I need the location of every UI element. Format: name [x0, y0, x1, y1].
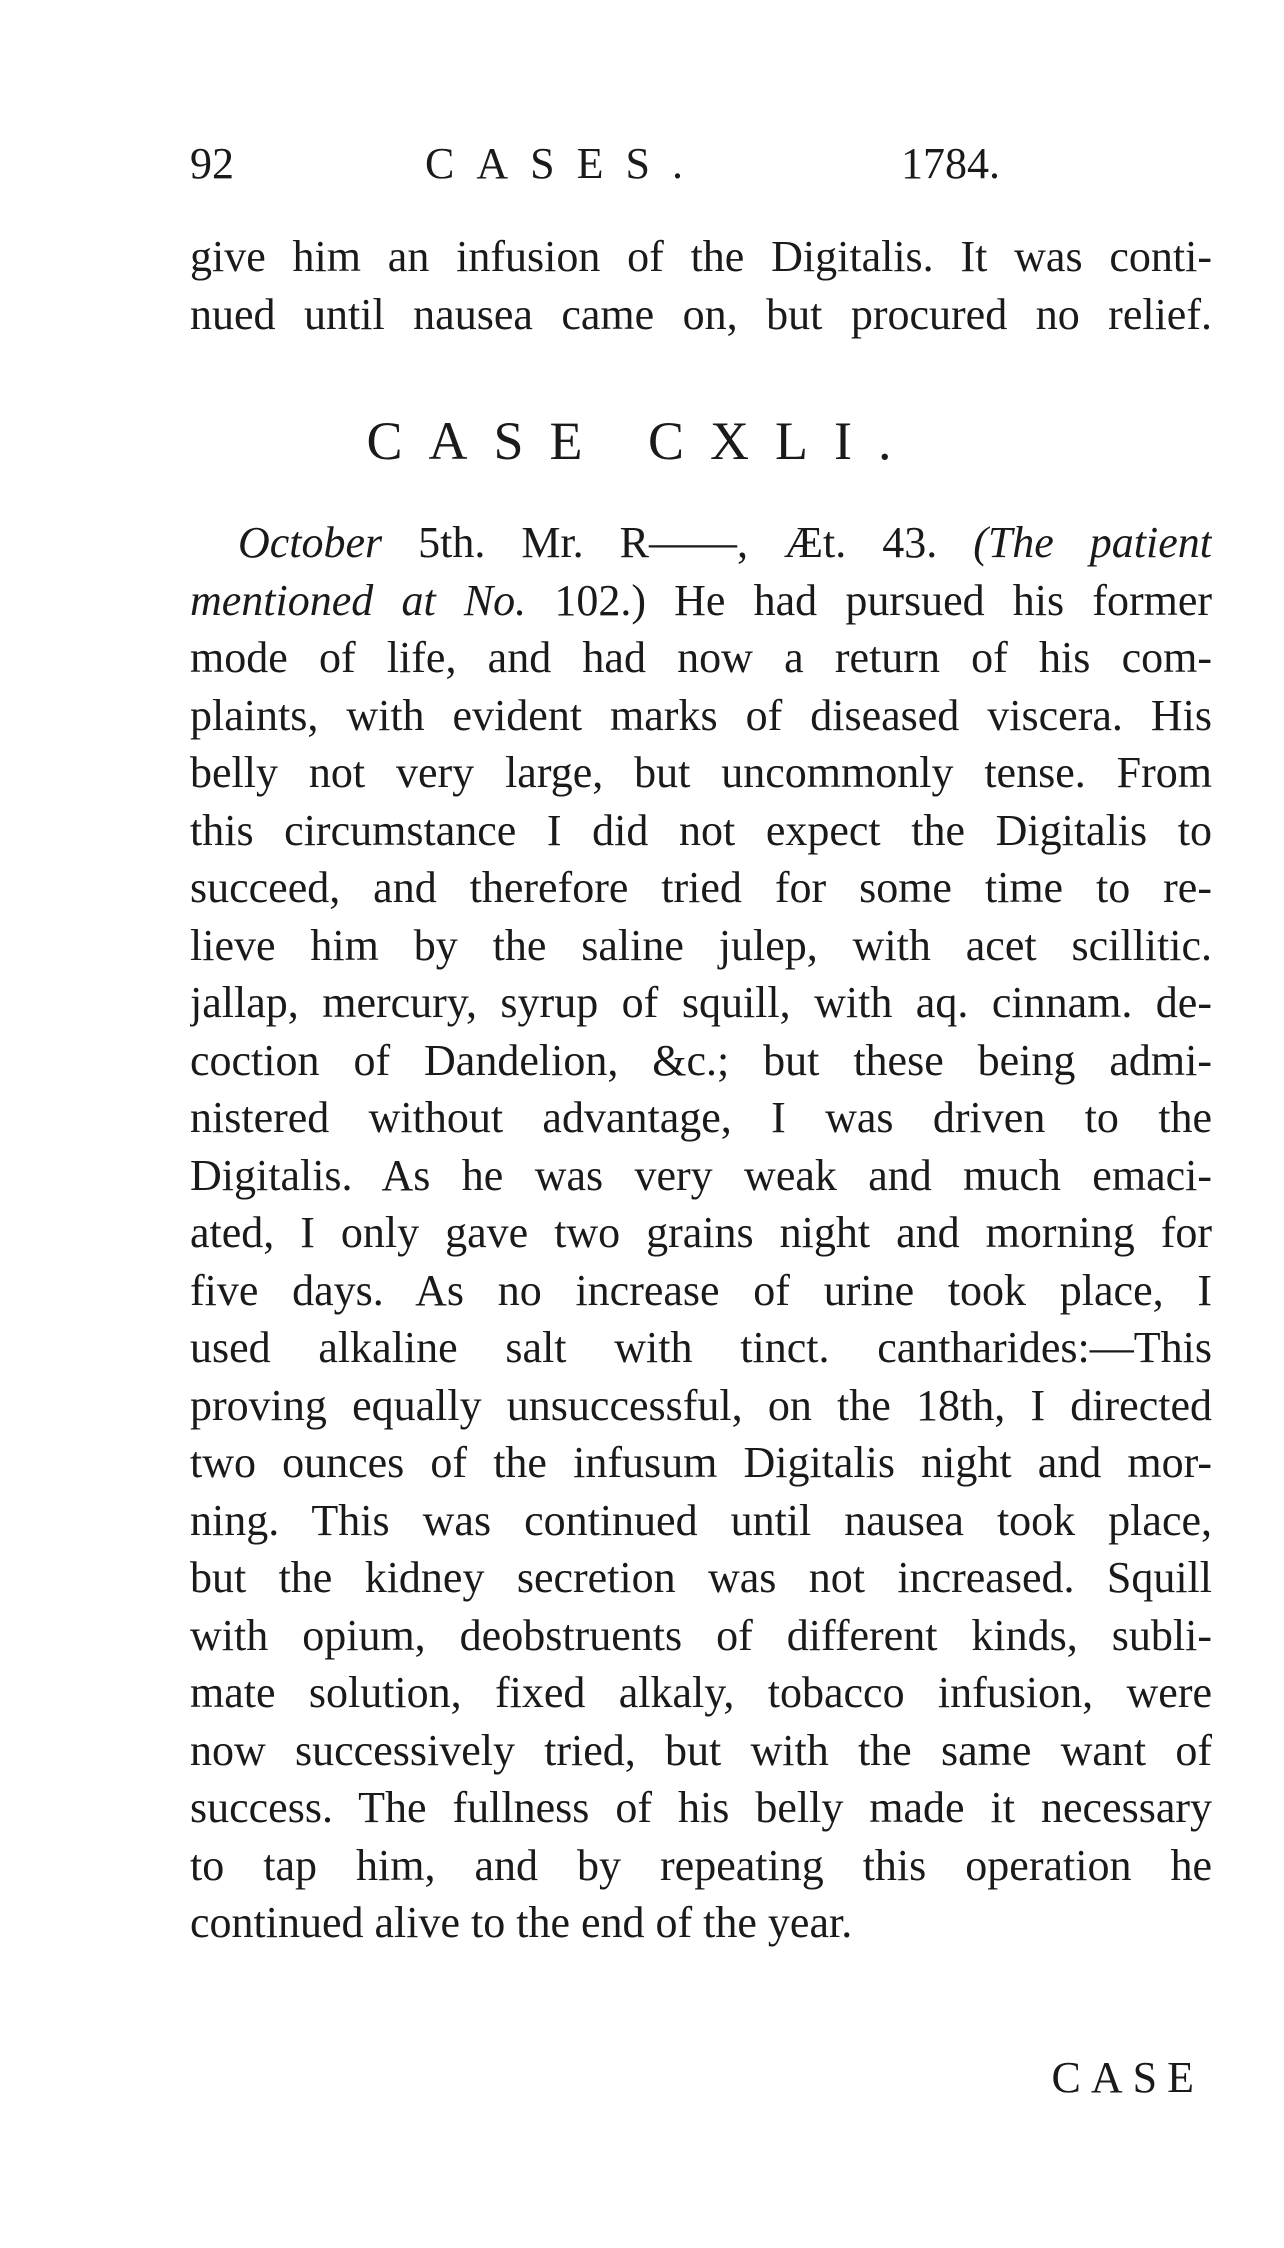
text-line: five days. As no increase of urine took place, I: [190, 1265, 1212, 1315]
text-line: [190, 572, 1212, 630]
text-line: this circumstance I did not expect the Digitalis to: [190, 805, 1212, 855]
text-line: success. The fullness of his belly made it necessary: [190, 1783, 1212, 1832]
patient-note: (The patient: [973, 518, 1212, 567]
text-line: used alkaline salt with tinct. cantharides:—This: [190, 1323, 1212, 1372]
text-line: lieve him by the saline julep, with acet scillitic.: [190, 920, 1212, 970]
intro-paragraph: [190, 228, 1212, 343]
text-line: succeed, and therefore tried for some time to re-: [190, 863, 1212, 912]
date-and-patient: 5th. Mr. R——, Æt. 43.: [382, 518, 974, 567]
text-line: jallap, mercury, syrup of squill, with aq. cinnam. de-: [190, 978, 1212, 1027]
text-line: Digitalis. As he was very weak and much emaci-: [190, 1150, 1212, 1200]
text-line: mode of life, and had now a return of his com-: [190, 633, 1212, 682]
text-line: two ounces of the infusum Digitalis night and mor-: [190, 1438, 1212, 1487]
text-line: mate solution, fixed alkaly, tobacco infusion, were: [190, 1668, 1212, 1717]
text-line: continued alive to the end of the year.: [190, 1898, 853, 1947]
text-line: coction of Dandelion, &c.; but these being admi-: [190, 1035, 1212, 1085]
text-line: ning. This was continued until nausea took place,: [190, 1495, 1212, 1545]
date-month: October: [238, 518, 383, 567]
text-line: belly not very large, but uncommonly tense. From: [190, 748, 1212, 797]
text-line: with opium, deobstruents of different kinds, subli-: [190, 1610, 1212, 1660]
text-line: nistered without advantage, I was driven to the: [190, 1093, 1212, 1142]
text-line: to tap him, and by repeating this operation he: [190, 1840, 1212, 1890]
running-title: CASES.: [425, 139, 705, 188]
text-line: proving equally unsuccessful, on the 18th, I directed: [190, 1380, 1212, 1430]
case-reference: 102.) He had pursued his former: [526, 575, 1212, 625]
text-line: give him an infusion of the Digitalis. It was conti-: [190, 232, 1212, 281]
text-line: ated, I only gave two grains night and morning for: [190, 1208, 1212, 1257]
text-line: but the kidney secretion was not increased. Squill: [190, 1553, 1212, 1602]
case-heading: CASE CXLI.: [366, 411, 918, 471]
text-line: now successively tried, but with the same want of: [190, 1725, 1212, 1775]
header-year: 1784.: [901, 139, 1000, 188]
case-paragraph: [190, 514, 1212, 1952]
text-line: plaints, with evident marks of diseased viscera. His: [190, 690, 1212, 740]
page-number: 92: [190, 139, 234, 188]
page-header: [190, 138, 1000, 198]
catchword: CASE: [1051, 2053, 1204, 2102]
patient-note-continued: mentioned at No.: [190, 575, 527, 625]
text-line: [190, 514, 1212, 572]
text-line: nued until nausea came on, but procured no relief.: [190, 289, 1212, 339]
